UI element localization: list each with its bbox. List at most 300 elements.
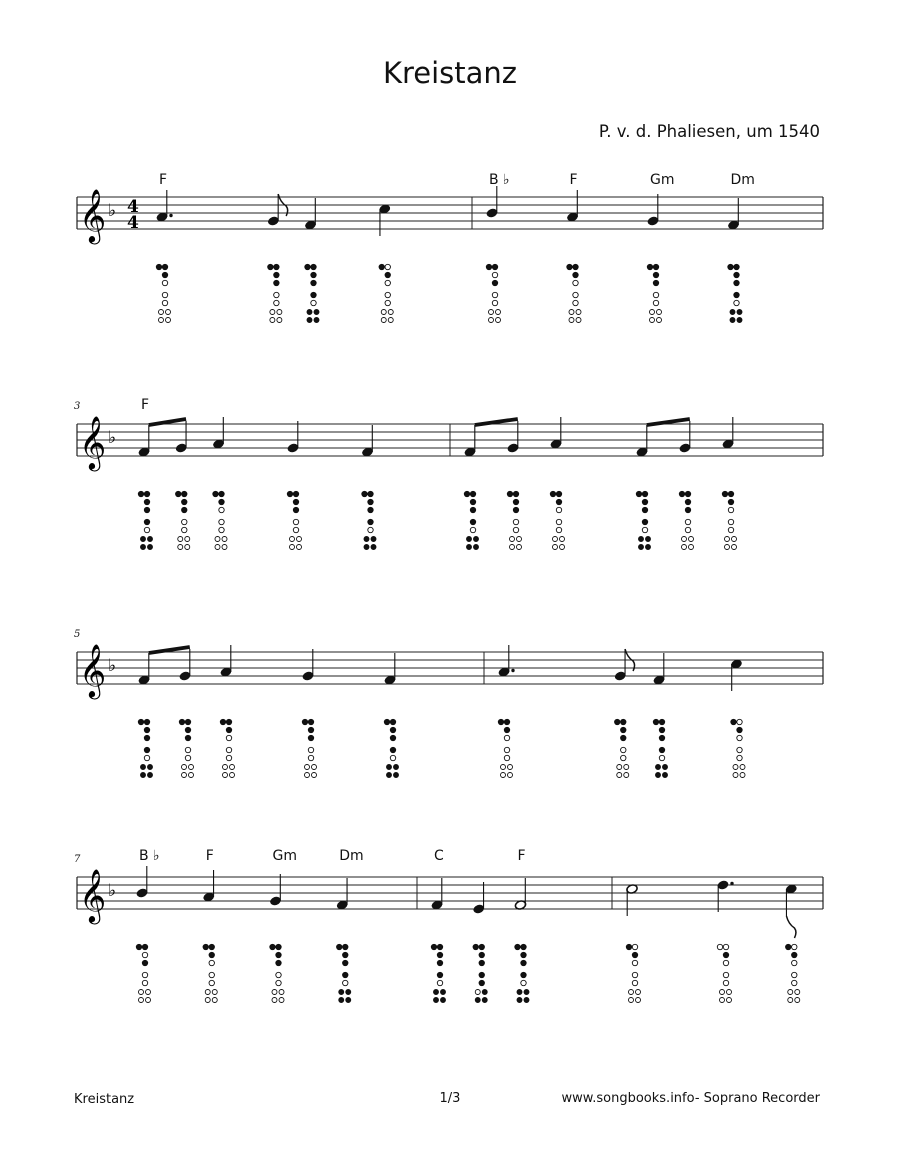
double-hole — [624, 765, 629, 770]
finger-hole — [308, 719, 313, 724]
finger-hole — [573, 280, 578, 285]
double-hole — [788, 990, 793, 995]
double-hole — [381, 310, 386, 315]
double-hole — [148, 537, 153, 542]
double-hole — [474, 537, 479, 542]
double-hole — [569, 318, 574, 323]
double-hole — [629, 990, 634, 995]
finger-hole — [723, 972, 728, 977]
chord-symbol: Dm — [339, 848, 364, 864]
treble-clef: 𝄞 — [79, 415, 107, 469]
double-hole — [795, 998, 800, 1003]
chord-symbol: Gm — [272, 848, 297, 864]
finger-hole — [653, 292, 658, 297]
chord-symbol: B ♭ — [489, 172, 510, 188]
double-hole — [178, 545, 183, 550]
finger-hole — [390, 719, 395, 724]
finger-hole — [209, 944, 214, 949]
finger-hole — [573, 264, 578, 269]
note — [138, 425, 150, 457]
finger-hole — [311, 264, 316, 269]
finger-hole — [219, 499, 224, 504]
finger-hole — [573, 292, 578, 297]
thumb-hole — [498, 719, 503, 724]
note — [220, 645, 232, 677]
thumb-hole — [270, 944, 275, 949]
finger-hole — [792, 960, 797, 965]
note — [727, 198, 739, 230]
double-hole — [501, 765, 506, 770]
double-hole — [346, 990, 351, 995]
finger-hole — [621, 719, 626, 724]
double-hole — [434, 998, 439, 1003]
finger-hole — [437, 972, 442, 977]
double-hole — [277, 310, 282, 315]
double-hole — [182, 773, 187, 778]
finger-hole — [621, 735, 626, 740]
double-hole — [314, 318, 319, 323]
finger-hole — [573, 300, 578, 305]
fingering-chart — [464, 491, 478, 549]
double-hole — [624, 773, 629, 778]
double-hole — [182, 765, 187, 770]
double-hole — [212, 990, 217, 995]
finger-hole — [470, 491, 475, 496]
finger-hole — [390, 747, 395, 752]
double-hole — [441, 998, 446, 1003]
finger-hole — [293, 519, 298, 524]
chord-symbol: F — [569, 172, 578, 188]
finger-hole — [734, 264, 739, 269]
double-hole — [364, 537, 369, 542]
eighth-flag — [786, 916, 796, 938]
finger-hole — [162, 272, 167, 277]
key-signature-flat: ♭ — [108, 428, 117, 448]
finger-hole — [144, 527, 149, 532]
finger-hole — [276, 944, 281, 949]
thumb-hole — [786, 944, 791, 949]
finger-hole — [144, 499, 149, 504]
finger-hole — [723, 944, 728, 949]
fingering-chart — [302, 719, 316, 777]
double-hole — [639, 545, 644, 550]
measure-number: 5 — [74, 629, 81, 640]
staff-system — [74, 848, 823, 1003]
finger-hole — [182, 507, 187, 512]
finger-hole — [162, 300, 167, 305]
fingering-chart — [176, 491, 190, 549]
finger-hole — [226, 735, 231, 740]
double-hole — [510, 537, 515, 542]
finger-hole — [504, 727, 509, 732]
note — [304, 198, 316, 230]
finger-hole — [368, 527, 373, 532]
thumb-hole — [550, 491, 555, 496]
fingering-chart — [138, 491, 152, 549]
double-hole — [553, 545, 558, 550]
double-hole — [482, 998, 487, 1003]
fingering-chart — [786, 944, 800, 1002]
fingering-chart — [136, 944, 150, 1002]
double-hole — [553, 537, 558, 542]
finger-hole — [293, 491, 298, 496]
double-hole — [148, 765, 153, 770]
fingering-chart — [498, 719, 512, 777]
double-hole — [371, 545, 376, 550]
note — [212, 417, 224, 449]
chord-symbol: F — [205, 848, 214, 864]
finger-hole — [293, 507, 298, 512]
double-hole — [656, 773, 661, 778]
finger-hole — [308, 747, 313, 752]
note — [636, 425, 648, 457]
time-signature-bottom: 4 — [127, 213, 139, 233]
finger-hole — [276, 980, 281, 985]
finger-hole — [737, 747, 742, 752]
finger-hole — [311, 280, 316, 285]
note — [175, 421, 187, 453]
chord-symbol: C — [434, 848, 444, 864]
finger-hole — [642, 519, 647, 524]
finger-hole — [142, 960, 147, 965]
thumb-hole — [136, 944, 141, 949]
finger-hole — [343, 952, 348, 957]
fingering-chart — [615, 719, 629, 777]
finger-hole — [792, 944, 797, 949]
finger-hole — [728, 499, 733, 504]
finger-hole — [653, 264, 658, 269]
finger-hole — [470, 507, 475, 512]
note — [679, 421, 691, 453]
finger-hole — [311, 292, 316, 297]
fingering-chart — [213, 491, 227, 549]
finger-hole — [390, 727, 395, 732]
double-hole — [205, 998, 210, 1003]
double-hole — [689, 537, 694, 542]
finger-hole — [723, 960, 728, 965]
thumb-hole — [636, 491, 641, 496]
finger-hole — [185, 727, 190, 732]
finger-hole — [343, 980, 348, 985]
double-hole — [517, 998, 522, 1003]
finger-hole — [659, 727, 664, 732]
thumb-hole — [138, 719, 143, 724]
double-hole — [388, 318, 393, 323]
note — [179, 649, 191, 681]
fingering-chart — [268, 264, 282, 322]
double-hole — [508, 773, 513, 778]
note — [730, 659, 742, 691]
double-hole — [475, 998, 480, 1003]
double-hole — [489, 310, 494, 315]
finger-hole — [144, 719, 149, 724]
double-hole — [290, 545, 295, 550]
fingering-chart — [679, 491, 693, 549]
double-hole — [720, 998, 725, 1003]
finger-hole — [209, 980, 214, 985]
double-hole — [650, 318, 655, 323]
double-hole — [508, 765, 513, 770]
double-hole — [215, 537, 220, 542]
fingering-chart — [728, 264, 742, 322]
finger-hole — [142, 944, 147, 949]
double-hole — [617, 765, 622, 770]
finger-hole — [182, 499, 187, 504]
finger-hole — [368, 491, 373, 496]
double-hole — [394, 773, 399, 778]
finger-hole — [144, 755, 149, 760]
double-hole — [496, 318, 501, 323]
note — [566, 190, 578, 222]
double-hole — [795, 990, 800, 995]
double-hole — [387, 765, 392, 770]
finger-hole — [492, 300, 497, 305]
finger-hole — [734, 300, 739, 305]
double-hole — [727, 990, 732, 995]
note — [785, 884, 797, 938]
finger-hole — [219, 507, 224, 512]
thumb-hole — [156, 264, 161, 269]
finger-hole — [437, 944, 442, 949]
note — [156, 190, 173, 222]
double-hole — [474, 545, 479, 550]
thumb-hole — [728, 264, 733, 269]
finger-hole — [734, 280, 739, 285]
double-hole — [725, 545, 730, 550]
double-hole — [788, 998, 793, 1003]
finger-hole — [144, 727, 149, 732]
double-hole — [441, 990, 446, 995]
note — [653, 653, 665, 685]
fingering-chart — [362, 491, 376, 549]
double-hole — [139, 990, 144, 995]
double-hole — [689, 545, 694, 550]
finger-hole — [653, 272, 658, 277]
double-hole — [148, 773, 153, 778]
finger-hole — [792, 972, 797, 977]
finger-hole — [723, 980, 728, 985]
augmentation-dot — [511, 669, 514, 672]
finger-hole — [368, 519, 373, 524]
double-hole — [279, 998, 284, 1003]
fingering-chart — [722, 491, 736, 549]
finger-hole — [274, 272, 279, 277]
finger-hole — [470, 527, 475, 532]
finger-hole — [521, 972, 526, 977]
double-hole — [720, 990, 725, 995]
finger-hole — [685, 519, 690, 524]
finger-hole — [185, 755, 190, 760]
double-hole — [657, 318, 662, 323]
fingering-chart — [156, 264, 170, 322]
thumb-hole — [287, 491, 292, 496]
finger-hole — [521, 980, 526, 985]
double-hole — [230, 773, 235, 778]
finger-hole — [737, 735, 742, 740]
finger-hole — [556, 519, 561, 524]
fingering-chart — [220, 719, 234, 777]
double-hole — [279, 990, 284, 995]
double-hole — [307, 318, 312, 323]
thumb-hole — [203, 944, 208, 949]
finger-hole — [274, 264, 279, 269]
double-hole — [733, 773, 738, 778]
note — [550, 417, 562, 449]
double-hole — [646, 537, 651, 542]
finger-hole — [368, 507, 373, 512]
finger-hole — [308, 727, 313, 732]
double-hole — [682, 537, 687, 542]
double-hole — [272, 990, 277, 995]
finger-hole — [276, 972, 281, 977]
finger-hole — [659, 755, 664, 760]
finger-hole — [343, 972, 348, 977]
finger-hole — [276, 952, 281, 957]
finger-hole — [653, 280, 658, 285]
finger-hole — [162, 280, 167, 285]
double-hole — [560, 537, 565, 542]
finger-hole — [556, 527, 561, 532]
thumb-hole — [507, 491, 512, 496]
time-signature-top: 4 — [127, 197, 139, 217]
note — [647, 194, 659, 226]
finger-hole — [274, 300, 279, 305]
finger-hole — [556, 507, 561, 512]
finger-hole — [479, 972, 484, 977]
staff-system — [74, 397, 823, 550]
measure-number: 7 — [74, 854, 81, 865]
finger-hole — [737, 727, 742, 732]
double-hole — [381, 318, 386, 323]
finger-hole — [385, 292, 390, 297]
double-hole — [307, 310, 312, 315]
double-hole — [297, 545, 302, 550]
double-hole — [394, 765, 399, 770]
finger-hole — [209, 952, 214, 957]
double-hole — [141, 765, 146, 770]
thumb-hole — [731, 719, 736, 724]
fingering-chart — [486, 264, 500, 322]
double-hole — [223, 765, 228, 770]
key-signature-flat: ♭ — [108, 201, 117, 221]
finger-hole — [470, 499, 475, 504]
thumb-hole — [567, 264, 572, 269]
finger-hole — [642, 499, 647, 504]
double-hole — [682, 545, 687, 550]
double-hole — [305, 765, 310, 770]
finger-hole — [659, 747, 664, 752]
finger-hole — [209, 972, 214, 977]
fingering-chart — [567, 264, 581, 322]
finger-hole — [492, 292, 497, 297]
double-hole — [663, 773, 668, 778]
treble-clef: 𝄞 — [79, 188, 107, 242]
note — [269, 874, 281, 906]
double-hole — [730, 310, 735, 315]
chord-symbol: Dm — [730, 172, 755, 188]
finger-hole — [685, 527, 690, 532]
finger-hole — [226, 755, 231, 760]
double-hole — [560, 545, 565, 550]
fingering-chart — [515, 944, 529, 1002]
double-hole — [346, 998, 351, 1003]
double-hole — [189, 765, 194, 770]
finger-hole — [728, 491, 733, 496]
fingering-chart — [379, 264, 393, 322]
finger-hole — [632, 952, 637, 957]
double-hole — [434, 990, 439, 995]
double-hole — [339, 998, 344, 1003]
finger-hole — [185, 735, 190, 740]
note — [361, 425, 373, 457]
double-hole — [388, 310, 393, 315]
finger-hole — [513, 507, 518, 512]
finger-hole — [737, 755, 742, 760]
double-hole — [646, 545, 651, 550]
finger-hole — [513, 527, 518, 532]
double-hole — [732, 537, 737, 542]
fingering-chart — [473, 944, 487, 1002]
double-hole — [272, 998, 277, 1003]
finger-hole — [728, 527, 733, 532]
fingering-chart — [636, 491, 650, 549]
finger-hole — [685, 507, 690, 512]
finger-hole — [632, 980, 637, 985]
double-hole — [501, 773, 506, 778]
finger-hole — [573, 272, 578, 277]
finger-hole — [642, 491, 647, 496]
fingering-chart — [203, 944, 217, 1002]
note — [717, 880, 734, 912]
staff-system — [74, 629, 823, 778]
note — [302, 649, 314, 681]
double-hole — [467, 537, 472, 542]
finger-hole — [521, 952, 526, 957]
fingering-chart — [179, 719, 193, 777]
fingering-chart — [653, 719, 667, 777]
finger-hole — [182, 527, 187, 532]
measure-number: 3 — [74, 401, 81, 412]
finger-hole — [385, 264, 390, 269]
double-hole — [146, 990, 151, 995]
finger-hole — [226, 747, 231, 752]
thumb-hole — [626, 944, 631, 949]
double-hole — [387, 773, 392, 778]
note — [722, 417, 734, 449]
finger-hole — [479, 952, 484, 957]
finger-hole — [142, 972, 147, 977]
finger-hole — [470, 519, 475, 524]
double-hole — [639, 537, 644, 542]
note — [336, 878, 348, 910]
double-hole — [730, 318, 735, 323]
thumb-hole — [138, 491, 143, 496]
note — [507, 421, 519, 453]
finger-hole — [274, 280, 279, 285]
double-hole — [524, 998, 529, 1003]
double-hole — [205, 990, 210, 995]
finger-hole — [274, 292, 279, 297]
thumb-hole — [305, 264, 310, 269]
note — [287, 421, 299, 453]
song-title: Kreistanz — [382, 56, 518, 90]
finger-hole — [144, 491, 149, 496]
double-hole — [517, 537, 522, 542]
double-hole — [740, 765, 745, 770]
finger-hole — [521, 960, 526, 965]
double-hole — [339, 990, 344, 995]
finger-hole — [182, 491, 187, 496]
